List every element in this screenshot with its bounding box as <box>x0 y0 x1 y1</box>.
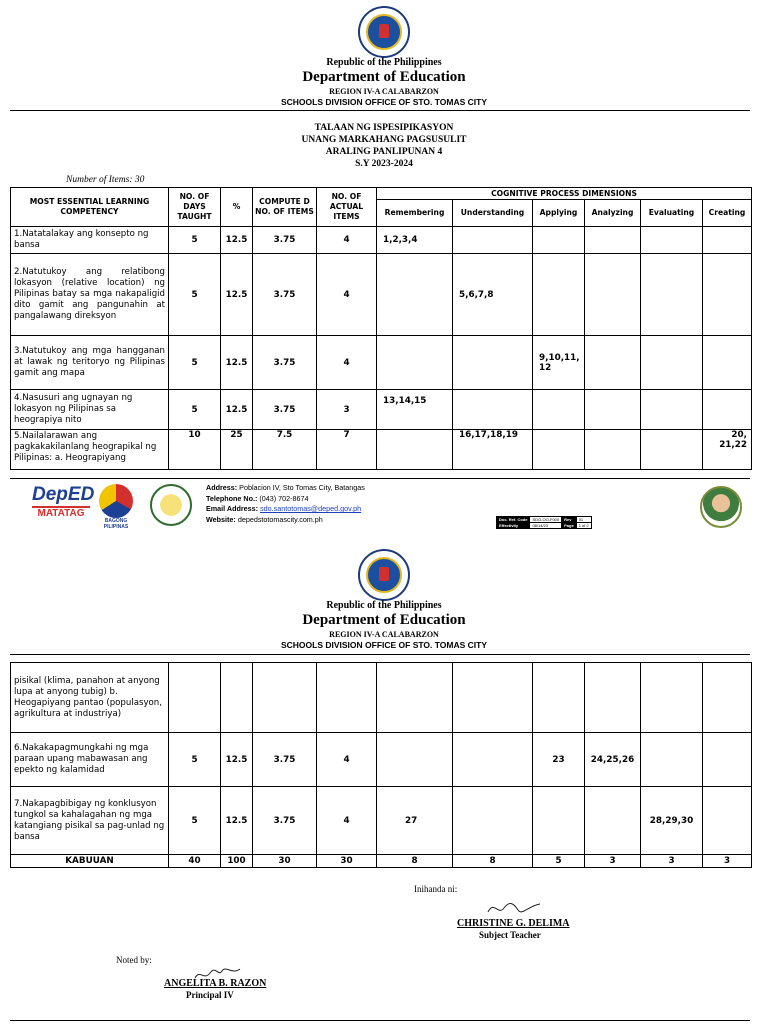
understanding-cell: 16,17,18,19 <box>453 430 533 470</box>
analyzing-cell <box>585 336 641 390</box>
telephone-text: (043) 702-8674 <box>259 493 309 503</box>
doc-subtitle-subject: ARALING PANLIPUNAN 4 <box>325 147 443 157</box>
evaluating-cell <box>641 430 703 470</box>
table-row <box>11 227 752 254</box>
mascot-logo <box>700 486 742 528</box>
doc-reference-table: Doc. Ref. Code SDO-OO-F000 Rev 01 Effectivity 08/14/23 Page 1 of 2 <box>496 516 592 529</box>
days-cell: 5 <box>169 390 221 430</box>
footer-divider <box>10 478 750 479</box>
header-percent: % <box>221 188 253 227</box>
doc-title: TALAAN NG ISPESIPIKASYON <box>314 123 454 133</box>
division-line-page2: SCHOOLS DIVISION OFFICE OF STO. TOMAS CITY <box>280 640 488 650</box>
header-applying: Applying <box>533 200 585 227</box>
competency-cell: 2.Natutukoy ang relatibong lokasyon (relative location) ng Pilipinas batay sa mga nakapaligid dito gamit ang pangunahin at pangalawang direksyon <box>11 254 169 336</box>
competency-cell: 6.Nakakapagmungkahi ng mga paraan upang mabawasan ang epekto ng kalamidad <box>11 733 169 787</box>
header-divider <box>10 110 750 111</box>
table-row <box>11 663 752 733</box>
footer-contact-block: Address: Poblacion IV, Sto Tomas City, Batangas Telephone No.: (043) 702-8674 Email Address: sdo.santotomas@deped.gov.ph Website: depedstotomascity.com.ph <box>206 483 365 524</box>
prepared-by-label: Inihanda ni: <box>414 884 458 894</box>
header-divider-page2 <box>10 654 750 655</box>
understanding-cell <box>453 733 533 787</box>
deped-seal-logo-page2 <box>358 549 410 601</box>
analyzing-cell <box>585 663 641 733</box>
table-row <box>11 390 752 430</box>
creating-cell <box>703 663 752 733</box>
header-days-taught: NO. OF DAYS TAUGHT <box>169 188 221 227</box>
percent-cell <box>221 663 253 733</box>
total-creating: 3 <box>703 855 752 868</box>
total-applying: 5 <box>533 855 585 868</box>
total-actual: 30 <box>317 855 377 868</box>
applying-cell <box>533 430 585 470</box>
republic-line-page2: Republic of the Philippines <box>326 600 442 611</box>
analyzing-cell <box>585 254 641 336</box>
header-evaluating: Evaluating <box>641 200 703 227</box>
computed-cell <box>253 663 317 733</box>
header-melc: MOST ESSENTIAL LEARNING COMPETENCY <box>11 188 169 227</box>
competency-cell: 3.Natutukoy ang mga hangganan at lawak ng teritoryo ng Pilipinas gamit ang mapa <box>11 336 169 390</box>
bottom-divider <box>10 1020 750 1021</box>
remembering-cell: 27 <box>377 787 453 855</box>
understanding-cell <box>453 336 533 390</box>
teacher-name: CHRISTINE G. DELIMA <box>457 918 570 929</box>
percent-cell: 12.5 <box>221 733 253 787</box>
days-cell: 5 <box>169 254 221 336</box>
total-computed: 30 <box>253 855 317 868</box>
computed-cell: 7.5 <box>253 430 317 470</box>
remembering-cell <box>377 430 453 470</box>
competency-cell: 5.Nailalarawan ang pagkakakilanlang heograpikal ng Pilipinas: a. Heograpiyang <box>11 430 169 470</box>
percent-cell: 12.5 <box>221 787 253 855</box>
total-evaluating: 3 <box>641 855 703 868</box>
days-cell: 5 <box>169 733 221 787</box>
table-row <box>11 787 752 855</box>
computed-cell: 3.75 <box>253 227 317 254</box>
evaluating-cell <box>641 733 703 787</box>
table-row <box>11 733 752 787</box>
actual-cell <box>317 663 377 733</box>
applying-cell: 9,10,11, 12 <box>533 336 585 390</box>
deped-seal-logo <box>358 6 410 58</box>
bagong-pilipinas-logo: BAGONG PILIPINAS <box>92 484 140 528</box>
analyzing-cell <box>585 227 641 254</box>
actual-cell: 4 <box>317 787 377 855</box>
specification-table-page1 <box>10 187 752 470</box>
remembering-cell <box>377 254 453 336</box>
applying-cell <box>533 254 585 336</box>
remembering-cell <box>377 663 453 733</box>
analyzing-cell <box>585 390 641 430</box>
table-row <box>11 336 752 390</box>
creating-cell <box>703 390 752 430</box>
days-cell: 5 <box>169 336 221 390</box>
understanding-cell <box>453 390 533 430</box>
creating-cell <box>703 336 752 390</box>
applying-cell <box>533 663 585 733</box>
creating-cell <box>703 254 752 336</box>
header-understanding: Understanding <box>453 200 533 227</box>
email-link[interactable]: sdo.santotomas@deped.gov.ph <box>260 504 362 513</box>
creating-cell <box>703 227 752 254</box>
applying-cell <box>533 787 585 855</box>
website-text: depedstotomascity.com.ph <box>237 514 323 524</box>
header-cognitive-dimensions: COGNITIVE PROCESS DIMENSIONS <box>377 188 752 200</box>
teacher-signature-icon <box>484 896 544 920</box>
department-title: Department of Education <box>302 69 466 85</box>
percent-cell: 12.5 <box>221 336 253 390</box>
actual-cell: 7 <box>317 430 377 470</box>
percent-cell: 12.5 <box>221 227 253 254</box>
specification-table-page2 <box>10 662 752 868</box>
creating-cell <box>703 787 752 855</box>
total-row <box>11 855 752 868</box>
evaluating-cell <box>641 254 703 336</box>
actual-cell: 4 <box>317 733 377 787</box>
principal-role: Principal IV <box>186 990 234 1000</box>
remembering-cell: 13,14,15 <box>377 390 453 430</box>
understanding-cell: 5,6,7,8 <box>453 254 533 336</box>
competency-cell: 4.Nasusuri ang ugnayan ng lokasyon ng Pilipinas sa heograpiya nito <box>11 390 169 430</box>
deped-matatag-logo: DepED MATATAG <box>32 484 95 519</box>
remembering-cell: 1,2,3,4 <box>377 227 453 254</box>
actual-cell: 4 <box>317 254 377 336</box>
competency-cell: 7.Nakapagbibigay ng konklusyon tungkol sa kahalagahan ng mga katangiang pisikal sa pag-unlad ng bansa <box>11 787 169 855</box>
department-title-page2: Department of Education <box>302 612 466 628</box>
computed-cell: 3.75 <box>253 390 317 430</box>
understanding-cell <box>453 227 533 254</box>
days-cell: 5 <box>169 787 221 855</box>
teacher-role: Subject Teacher <box>479 930 541 940</box>
competency-cell: pisikal (klima, panahon at anyong lupa at anyong tubig) b. Heogapiyang pantao (populasyon, agrikultura at industriya) <box>11 663 169 733</box>
address-text: Poblacion IV, Sto Tomas City, Batangas <box>239 483 365 492</box>
total-label: KABUUAN <box>11 855 169 868</box>
evaluating-cell <box>641 227 703 254</box>
actual-cell: 4 <box>317 336 377 390</box>
understanding-cell <box>453 663 533 733</box>
evaluating-cell: 28,29,30 <box>641 787 703 855</box>
actual-cell: 3 <box>317 390 377 430</box>
number-of-items: Number of Items: 30 <box>66 175 145 185</box>
total-analyzing: 3 <box>585 855 641 868</box>
total-percent: 100 <box>221 855 253 868</box>
remembering-cell <box>377 336 453 390</box>
computed-cell: 3.75 <box>253 254 317 336</box>
principal-name: ANGELITA B. RAZON <box>164 978 267 989</box>
region-line-page2: REGION IV-A CALABARZON <box>329 630 439 639</box>
header-actual-items: NO. OF ACTUAL ITEMS <box>317 188 377 227</box>
header-remembering: Remembering <box>377 200 453 227</box>
creating-cell <box>703 733 752 787</box>
days-cell <box>169 663 221 733</box>
percent-cell: 12.5 <box>221 254 253 336</box>
table-row <box>11 254 752 336</box>
republic-line: Republic of the Philippines <box>326 57 442 68</box>
evaluating-cell <box>641 336 703 390</box>
total-understanding: 8 <box>453 855 533 868</box>
computed-cell: 3.75 <box>253 336 317 390</box>
division-line: SCHOOLS DIVISION OFFICE OF STO. TOMAS CITY <box>280 97 488 107</box>
total-days: 40 <box>169 855 221 868</box>
analyzing-cell <box>585 430 641 470</box>
days-cell: 10 <box>169 430 221 470</box>
understanding-cell <box>453 787 533 855</box>
header-computed-items: COMPUTE D NO. OF ITEMS <box>253 188 317 227</box>
percent-cell: 25 <box>221 430 253 470</box>
remembering-cell <box>377 733 453 787</box>
sdo-seal-logo <box>150 484 192 526</box>
table-row <box>11 430 752 470</box>
percent-cell: 12.5 <box>221 390 253 430</box>
actual-cell: 4 <box>317 227 377 254</box>
applying-cell: 23 <box>533 733 585 787</box>
computed-cell: 3.75 <box>253 733 317 787</box>
computed-cell: 3.75 <box>253 787 317 855</box>
doc-subtitle-sy: S.Y 2023-2024 <box>355 159 413 169</box>
competency-cell: 1.Natatalakay ang konsepto ng bansa <box>11 227 169 254</box>
header-creating: Creating <box>703 200 752 227</box>
evaluating-cell <box>641 663 703 733</box>
header-analyzing: Analyzing <box>585 200 641 227</box>
noted-by-label: Noted by: <box>116 955 152 965</box>
applying-cell <box>533 390 585 430</box>
total-remembering: 8 <box>377 855 453 868</box>
evaluating-cell <box>641 390 703 430</box>
creating-cell: 20, 21,22 <box>703 430 752 470</box>
days-cell: 5 <box>169 227 221 254</box>
analyzing-cell: 24,25,26 <box>585 733 641 787</box>
doc-subtitle-exam: UNANG MARKAHANG PAGSUSULIT <box>301 135 467 145</box>
applying-cell <box>533 227 585 254</box>
region-line: REGION IV-A CALABARZON <box>329 87 439 96</box>
analyzing-cell <box>585 787 641 855</box>
